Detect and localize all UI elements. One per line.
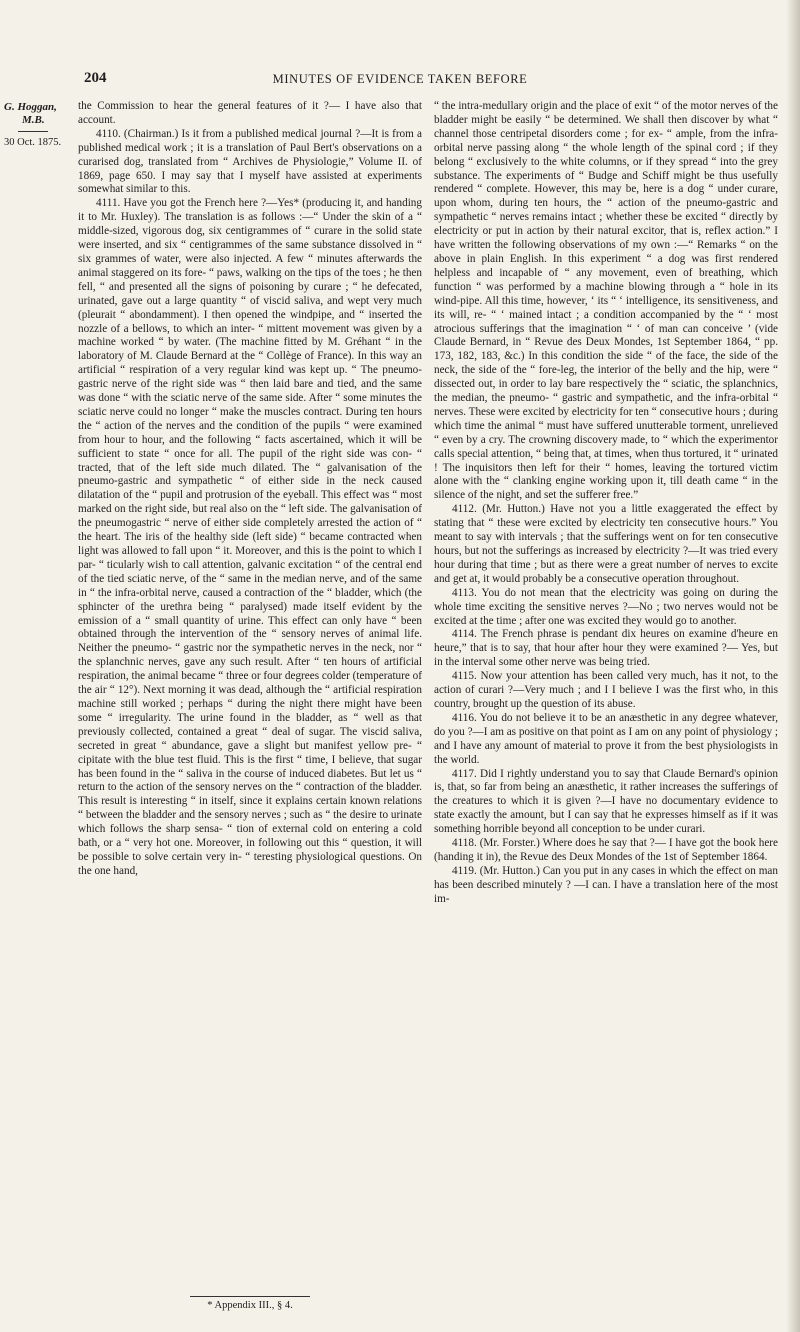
paragraph: 4117. Did I rightly understand you to say that Claude Bernard's opinion is, that, so far from being an anæsthetic, it rather increases the sufferings of the creatures to which it is given ?—I have no documentary evidence to state exactly the amount, but I can say that he expresses himself as if it was something horrible beyond all conception to be under curari. xyxy=(434,767,778,836)
paragraph: 4114. The French phrase is pendant dix heures on examine d'heure en heure,” that is to say, that hour after hour they were examined ?— Yes, but in the interval some other nerve was being tried. xyxy=(434,628,778,669)
footnote-divider xyxy=(190,1296,310,1297)
paragraph: 4111. Have you got the French here ?—Yes* (producing it, and handing it to Mr. Huxley). The translation is as follows :—“ Under the skin of a “ middle-sized, vigorous dog, six centigrammes of “ curare in the solid state were inserted, and six “ centigrammes of the same substance dissolved in “ six grammes of water, were also injected. A few “ minutes afterwards the animal staggered on its fore- “ paws, walking on the tips of the toes ; he then fell, “ and presented all the signs of poisoning by curare ; “ he defecated, urinated, gave out a large quantity “ of viscid saliva, and wept very much (pleurait “ abondamment). I then opened the windpipe, and “ inserted the nozzle of a bellows, to which an inter- “ mittent movement was given by a machine worked “ by water. (The machine fitted by M. Gréhant “ in the laboratory of M. Claude Bernard at the “ Collège of France). In this way an artificial “ respiration of a very regular kind was kept up. “ The pneumo-gastric nerve of the right side was “ then laid bare and tied, and the same was done “ with the sciatic nerve of the same side. After “ some minutes the sciatic nerve could no longer “ make the muscles contract. During ten hours the “ action of the nerves and the condition of the pupils “ were examined from hour to hour, and the following “ facts ascertained, which it will be sufficient to state “ once for all. The pupil of the right side was con- “ tracted, that of the left side much dilated. The “ galvanisation of the pneumo-gastric and sympathetic “ of either side in the neck caused dilatation of the “ pupil and protrusion of the eyeball. This effect was “ most marked on the right side, but real also on the “ left side. The galvanisation of the pneumogastric “ nerve of either side completely arrested the action of “ the heart. The iris of the healthy side (left side) “ became contracted when light was allowed to fall upon “ it. Moreover, and this is the point to which I par- “ ticularly wish to call attention, galvanic excitation “ of the central end of the tied sciatic nerve, of the “ same in the median nerve, and of the same in “ the infra-orbital nerve, caused a contraction of the “ bladder, which (the sphincter of the urethra being “ paralysed) made itself evident by the emission of a “ small quantity of urine. This effect can only have “ been obtained through the intervention of the “ sensory nerves of animal life. Neither the pneumo- “ gastric nor the sympathetic nerves in the neck, nor “ the splanchnic nerves, gave any such result. After “ ten hours of artificial respiration, the animal became “ three or four degrees colder (temperature of the air “ 12°). Next morning it was dead, although the “ artificial respiration machine still worked ; perhaps “ during the night there might have been some “ irregularity. The urine found in the bladder, as “ well as that previously collected, contained a great “ deal of sugar. The viscid saliva, secreted in great “ abundance, gave a slight but manifest yellow pre- “ cipitate with the blue test fluid. This is the first “ time, I believe, that sugar has been found in the “ saliva in the course of induced diabetes. But let us “ return to the action of the sensory nerves on the “ contraction of the bladder. This result is interesting “ in itself, since it explains certain known relations “ between the bladder and the sensory nerves ; such as “ the desire to urinate which follows the sharp sensa- “ tion of external cold on entering a cold bath, or a “ very hot one. Moreover, in following out this “ question, it will be possible to solve certain very in- “ teresting physiological questions. On the one hand, xyxy=(78,197,422,877)
margin-note xyxy=(4,101,70,149)
paragraph: 4113. You do not mean that the electricity was going on during the whole time exciting the sensitive nerves ?—No ; two nerves would not be excited at the time ; after one was excited they would go to another. xyxy=(434,586,778,627)
session-date: 30 Oct. 1875. xyxy=(4,137,62,148)
witness-degree: M.B. xyxy=(22,114,45,126)
paragraph: 4115. Now your attention has been called very much, has it not, to the action of curari ?—Very much ; and I I believe I was the first who, in this country, brought up the question of its abuse. xyxy=(434,670,778,710)
paragraph: “ the intra-medullary origin and the place of exit “ of the motor nerves of the bladder might be easily “ be determined. We shall then discover by what “ channel those centripetal disorders come ; for ex- “ ample, from the infra-orbital nerve passing along “ the whole length of the spinal cord ; if they belong “ exclusively to the white columns, or if they spread “ into the grey substance. The experiments of “ Budge and Schiff might be thus usefully rendered “ complete. However, this may be, here is a dog “ under curare, upon whom, during ten hours, the “ action of the pneumo-gastric and sympathetic “ nerves remains intact ; whether these be excited “ directly by electricity or put in action by their natural excitor, that is, reflex action.” I have written the following observations of my own :—“ Remarks “ on the above in plain English. In this experiment “ a dog was first rendered helpless and incapable of “ any movement, even of breathing, which function “ was performed by a machine blowing through a “ hole in its wind-pipe. All this time, however, ‘ its “ ‘ intelligence, its sensitiveness, and its will, re- “ ‘ mained intact ; a condition accompanied by the “ ‘ most atrocious sufferings that the imagination “ ‘ of man can conceive ’ (vide Claude Bernard, in “ Revue des Deux Mondes, 1st September 1864, “ pp. 173, 182, 183, &c.) In this condition the side “ of the face, the side of the neck, the side of the “ fore-leg, the interior of the belly and the hip, were “ dissected out, in order to lay bare respectively the “ sciatic, the splanchnics, the median, the pneumo- “ gastric and sympathetic, and the infra-orbital “ nerves. These were excited by electricity for ten “ consecutive hours ; during which time the animal “ must have suffered unutterable torment, unrelieved “ even by a cry. The crowning discovery made, to “ which the experimentor calls special attention, “ being that, at times, when thus tortured, it “ urinated ! The inquisitors then left for their “ homes, leaving the tortured victim alone with the “ clanking engine working upon it, till death came “ in the silence of the night, and set the sufferer free.” xyxy=(434,100,778,502)
margin-divider xyxy=(18,131,48,132)
page-edge-shadow xyxy=(786,0,800,1332)
running-title: MINUTES OF EVIDENCE TAKEN BEFORE xyxy=(272,72,528,86)
paragraph: 4119. (Mr. Hutton.) Can you put in any cases in which the effect on man has been described minutely ? —I can. I have a translation here of the most im- xyxy=(434,864,778,905)
right-text-column xyxy=(434,100,778,1322)
paragraph: 4118. (Mr. Forster.) Where does he say that ?— I have got the book here (handing it in), the Revue des Deux Mondes of the 1st of September 1864. xyxy=(434,837,778,863)
paragraph: 4116. You do not believe it to be an anæsthetic in any degree whatever, do you ?—I am as positive on that point as I am on any point of physiology ; and I have any amount of material to prove it from the best physiologists in the world. xyxy=(434,711,778,766)
page-number: 204 xyxy=(84,70,107,86)
paragraph: the Commission to hear the general features of it ?— I have also that account. xyxy=(78,100,422,126)
paragraph: 4112. (Mr. Hutton.) Have not you a little exaggerated the effect by stating that “ these were excited by electricity ten consecutive hours.” You meant to say with intervals ; that the sufferings went on for ten consecutive hours, but not the sufferings as increased by electricity ?—It was tried every hour during that time ; but as there were a great number of nerves to excite and get at, it would probably be a consecutive operation throughout. xyxy=(434,503,778,585)
paragraph: 4110. (Chairman.) Is it from a published medical journal ?—It is from a published medical work ; it is a translation of Paul Bert's observations on a curarised dog, translated from “ Archives de Physiologie,” Volume II. of 1869, page 650. I may say that I myself have assisted at experiments somewhat similar to this. xyxy=(78,127,422,196)
footnote: * Appendix III., § 4. xyxy=(207,1300,293,1311)
witness-name: G. Hoggan, xyxy=(4,101,57,113)
left-text-column xyxy=(78,100,422,1322)
